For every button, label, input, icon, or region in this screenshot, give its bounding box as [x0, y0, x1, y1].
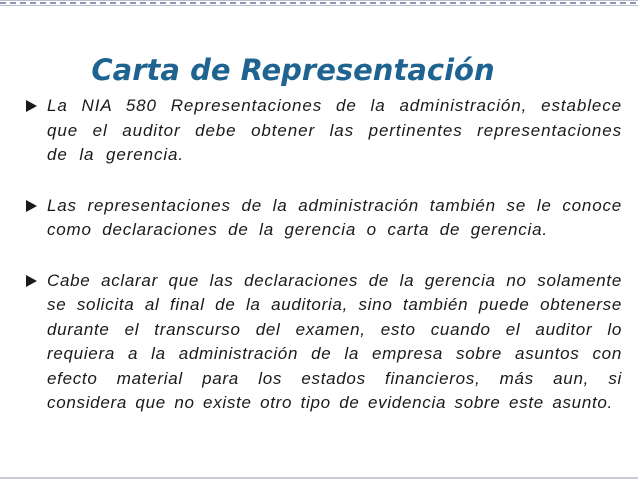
bullet-arrow-icon — [26, 200, 37, 212]
slide-title: Carta de Representación — [91, 53, 495, 87]
bullet-arrow-icon — [26, 100, 37, 112]
border-dashes — [0, 2, 638, 4]
bullet-arrow-icon — [26, 275, 37, 287]
bullet-item-declaraciones — [22, 194, 622, 243]
border-line-outer — [0, 0, 638, 1]
bullet-text: La NIA 580 Representaciones de la administración, establece que el auditor debe obtener las pertinentes representaciones de la gerencia. — [47, 96, 622, 164]
top-border-frame — [0, 0, 638, 6]
bullet-text: Cabe aclarar que las declaraciones de la gerencia no solamente se solicita al final de la auditoria, sino también puede obtenerse durante el transcurso del examen, esto cuando el auditor lo requiera a la administración de la empresa sobre asuntos con efecto material para los estados financieros, más aun, si considera que no existe otro tipo de evidencia sobre este asunto. — [47, 270, 622, 412]
bullet-item-nia-580 — [22, 94, 622, 168]
bullet-list — [22, 94, 622, 442]
border-line-inner — [0, 5, 638, 6]
bullet-text: Las representaciones de la administración también se le conoce como declaraciones de la gerencia o carta de gerencia. — [47, 195, 622, 239]
bullet-item-aclaracion — [22, 269, 622, 416]
